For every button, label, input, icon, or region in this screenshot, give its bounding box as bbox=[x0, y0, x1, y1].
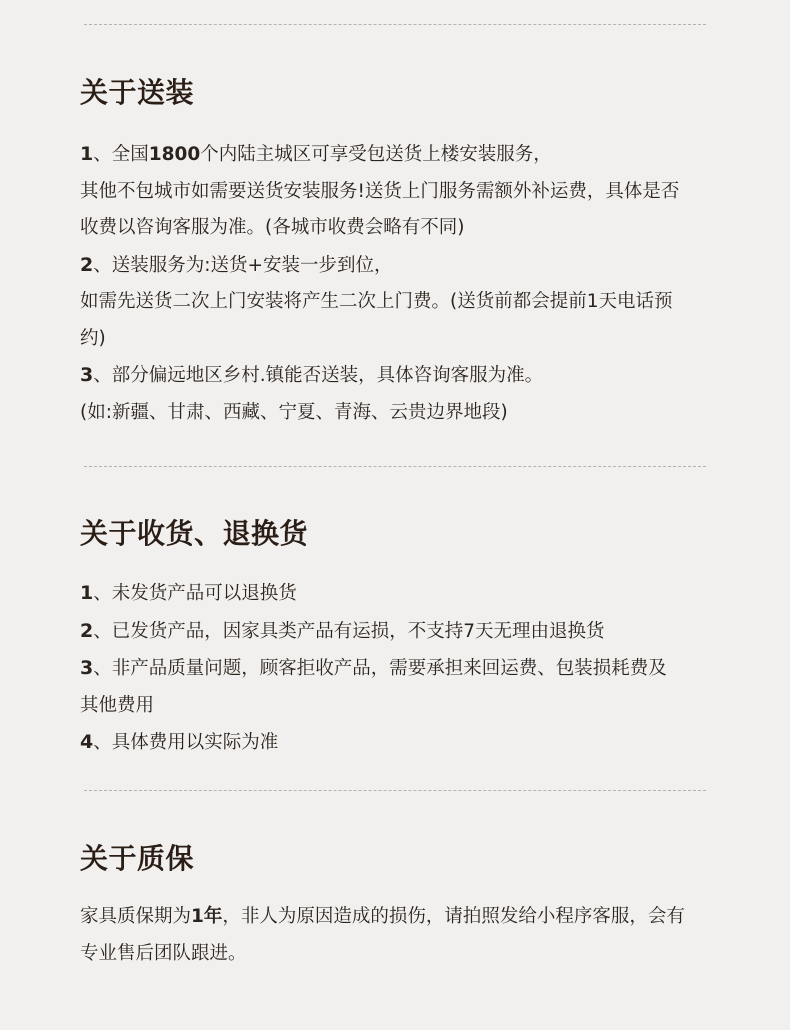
list-item bbox=[80, 136, 730, 174]
line-text: 、未发货产品可以退换货 bbox=[93, 583, 297, 604]
dashed-divider bbox=[84, 466, 706, 467]
line-text: 其他不包城市如需要送货安装服务!送货上门服务需额外补运费，具体是否 bbox=[80, 180, 680, 202]
list-item bbox=[80, 575, 730, 613]
section-body bbox=[80, 136, 730, 431]
line-text: 如需先送货二次上门安装将产生二次上门费。(送货前都会提前1天电话预 bbox=[80, 291, 673, 312]
line-text: 个内陆主城区可享受包送货上楼安装服务， bbox=[200, 144, 552, 165]
list-item bbox=[80, 650, 730, 688]
list-item bbox=[80, 174, 730, 211]
line-text: 、送装服务为:送货+安装一步到位， bbox=[93, 254, 393, 276]
line-bold-text: 1800 bbox=[148, 144, 201, 165]
dashed-divider bbox=[84, 790, 706, 791]
line-text: (如:新疆、甘肃、西藏、宁夏、青海、云贵边界地段) bbox=[80, 401, 508, 423]
section-warranty bbox=[80, 841, 730, 972]
section-title: 关于送装 bbox=[80, 76, 195, 109]
item-number: 4 bbox=[80, 731, 94, 753]
line-bold-text: 1年 bbox=[191, 906, 223, 927]
line-text: 、已发货产品，因家具类产品有运损，不支持7天无理由退换货 bbox=[93, 620, 605, 642]
item-number: 2 bbox=[80, 253, 94, 276]
item-number: 2 bbox=[80, 619, 94, 642]
item-number: 1 bbox=[80, 143, 94, 165]
list-item bbox=[80, 284, 730, 321]
list-item bbox=[80, 613, 730, 651]
item-number: 3 bbox=[80, 657, 94, 679]
section-receipt-returns bbox=[80, 516, 730, 762]
section-body bbox=[80, 899, 730, 972]
list-item bbox=[80, 936, 730, 973]
line-text: 、部分偏远地区乡村.镇能否送装，具体咨询客服为准。 bbox=[93, 365, 544, 386]
line-text: ，非人为原因造成的损伤，请拍照发给小程序客服，会有 bbox=[222, 906, 685, 927]
line-text: 约) bbox=[80, 327, 106, 349]
line-text: 家具质保期为 bbox=[80, 906, 192, 927]
list-item bbox=[80, 688, 730, 725]
list-item bbox=[80, 357, 730, 395]
list-item bbox=[80, 321, 730, 358]
list-item bbox=[80, 247, 730, 285]
list-item bbox=[80, 395, 730, 432]
line-text: 专业售后团队跟进。 bbox=[80, 942, 247, 964]
line-text: 、全国 bbox=[93, 144, 149, 165]
line-text: 、具体费用以实际为准 bbox=[93, 732, 279, 753]
line-text: 其他费用 bbox=[80, 694, 155, 716]
line-text: 、非产品质量问题，顾客拒收产品，需要承担来回运费、包装损耗费及 bbox=[93, 658, 667, 679]
section-title: 关于质保 bbox=[80, 842, 195, 875]
section-title: 关于收货、退换货 bbox=[80, 517, 309, 550]
dashed-divider bbox=[84, 24, 706, 25]
list-item bbox=[80, 899, 730, 936]
item-number: 3 bbox=[80, 364, 94, 386]
item-number: 1 bbox=[80, 582, 94, 604]
section-body bbox=[80, 575, 730, 762]
section-delivery-install bbox=[80, 75, 730, 431]
line-text: 收费以咨询客服为准。(各城市收费会略有不同) bbox=[80, 217, 465, 238]
list-item bbox=[80, 724, 730, 762]
list-item bbox=[80, 210, 730, 247]
